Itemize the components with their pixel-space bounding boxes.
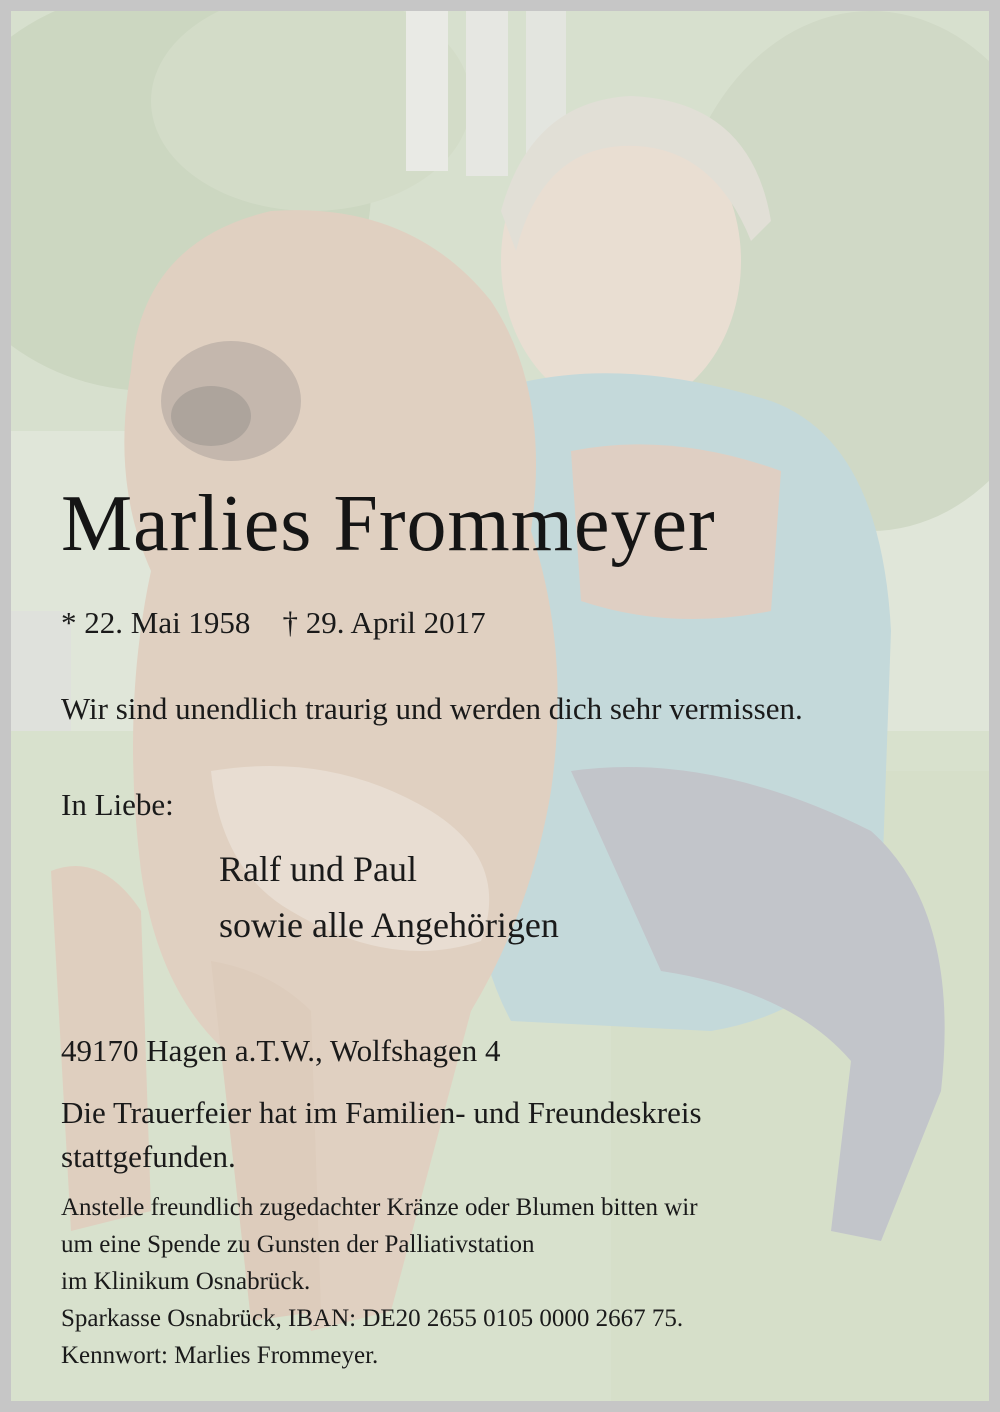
donation-line: um eine Spende zu Gunsten der Palliativstation <box>61 1231 535 1258</box>
signer-line: Ralf und Paul <box>219 849 417 889</box>
donation-line: Anstelle freundlich zugedachter Kränze oder Blumen bitten wir <box>61 1194 698 1221</box>
donation-note <box>61 1189 698 1374</box>
donation-line: Kennwort: Marlies Frommeyer. <box>61 1342 379 1369</box>
donation-line: Sparkasse Osnabrück, IBAN: DE20 2655 0105 0000 2667 75. <box>61 1305 684 1332</box>
address: 49170 Hagen a.T.W., Wolfshagen 4 <box>61 1033 501 1068</box>
death-date: † 29. April 2017 <box>282 605 486 640</box>
grief-message: Wir sind unendlich traurig und werden dich sehr vermissen. <box>61 691 803 726</box>
donation-line: im Klinikum Osnabrück. <box>61 1268 311 1295</box>
signers <box>219 841 559 953</box>
birth-date: * 22. Mai 1958 <box>61 605 251 640</box>
deceased-name: Marlies Frommeyer <box>61 480 716 568</box>
life-dates <box>61 605 486 641</box>
signer-line: sowie alle Angehörigen <box>219 905 559 945</box>
ceremony-note: Die Trauerfeier hat im Familien- und Freundeskreis stattgefunden. <box>61 1095 702 1174</box>
obituary-text <box>11 11 989 1401</box>
in-love-label: In Liebe: <box>61 787 174 822</box>
